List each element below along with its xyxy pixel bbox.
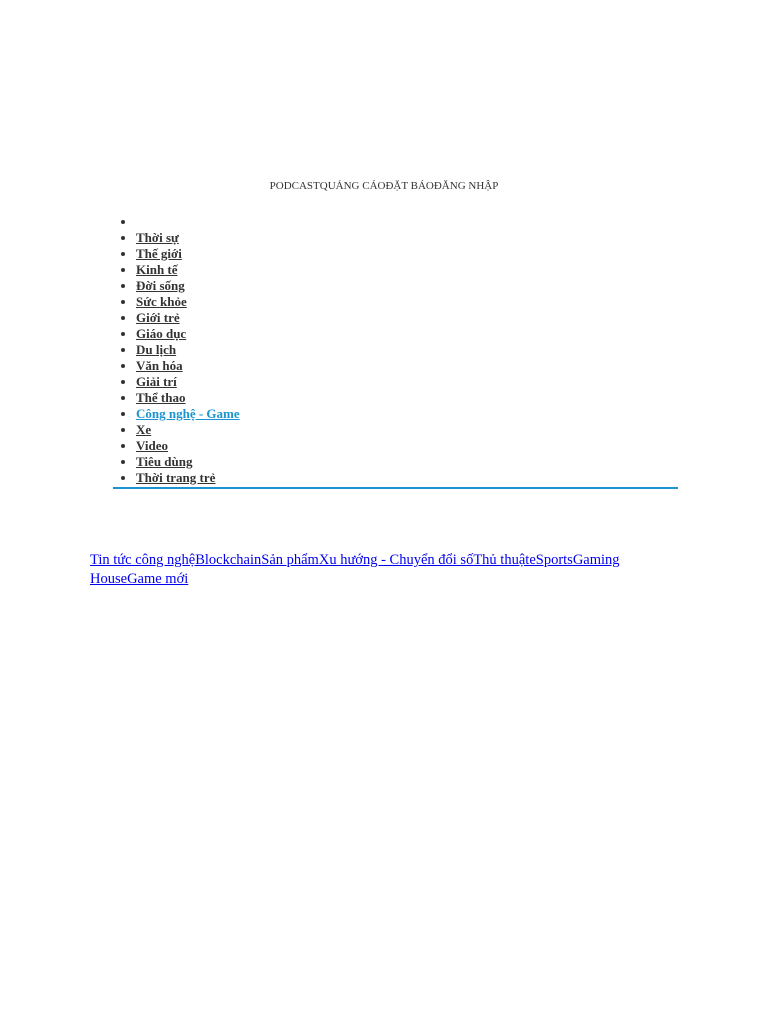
sub-link-blockchain[interactable]: Blockchain	[195, 552, 262, 568]
sub-link-esports[interactable]: eSports	[529, 552, 573, 568]
nav-item-the-gioi[interactable]	[136, 246, 678, 262]
nav-link-van-hoa[interactable]: Văn hóa	[136, 358, 183, 373]
nav-item-suc-khoe[interactable]	[136, 294, 678, 310]
nav-link-video[interactable]: Video	[136, 438, 169, 453]
sub-link-game-moi[interactable]: Game mới	[127, 571, 189, 587]
nav-item-giai-tri[interactable]	[136, 374, 678, 390]
nav-item-the-thao[interactable]	[136, 390, 678, 406]
nav-item-van-hoa[interactable]	[136, 358, 678, 374]
main-nav-menu	[113, 214, 678, 489]
nav-item-video[interactable]	[136, 438, 678, 454]
nav-item-tieu-dung[interactable]	[136, 454, 678, 470]
nav-item-thoi-su[interactable]	[136, 230, 678, 246]
nav-link-tieu-dung[interactable]: Tiêu dùng	[136, 454, 193, 469]
nav-link-xe[interactable]: Xe	[136, 422, 152, 437]
nav-link-cong-nghe-game[interactable]: Công nghệ - Game	[136, 406, 240, 421]
nav-link-doi-song[interactable]: Đời sống	[136, 278, 185, 293]
login-link[interactable]: ĐĂNG NHẬP	[433, 180, 499, 192]
sub-link-xu-huong[interactable]: Xu hướng - Chuyển đổi số	[318, 552, 474, 568]
nav-link-gioi-tre[interactable]: Giới trẻ	[136, 310, 180, 325]
nav-item-xe[interactable]	[136, 422, 678, 438]
sub-link-gaming-house[interactable]: Gaming House	[90, 552, 620, 587]
nav-link-the-thao[interactable]: Thể thao	[136, 390, 186, 405]
nav-item-cong-nghe-game[interactable]	[136, 406, 678, 422]
nav-link-du-lich[interactable]: Du lịch	[136, 342, 177, 357]
nav-link-giai-tri[interactable]: Giải trí	[136, 374, 177, 389]
podcast-link[interactable]: PODCAST	[269, 180, 320, 192]
nav-link-thoi-su[interactable]: Thời sự	[136, 230, 179, 245]
nav-link-suc-khoe[interactable]: Sức khỏe	[136, 294, 187, 309]
advertising-link[interactable]: QUẢNG CÁO	[319, 180, 386, 192]
nav-item-kinh-te[interactable]	[136, 262, 678, 278]
top-utility-links	[0, 180, 768, 192]
nav-item-du-lich[interactable]	[136, 342, 678, 358]
nav-item-gioi-tre[interactable]	[136, 310, 678, 326]
nav-item-doi-song[interactable]	[136, 278, 678, 294]
subcategory-links	[90, 551, 650, 589]
nav-item-thoi-trang-tre[interactable]	[136, 470, 678, 486]
subscribe-link[interactable]: ĐẶT BÁO	[385, 180, 434, 192]
nav-link-thoi-trang-tre[interactable]: Thời trang trẻ	[136, 470, 216, 485]
nav-link-the-gioi[interactable]: Thế giới	[136, 246, 182, 261]
sub-link-thu-thuat[interactable]: Thủ thuật	[473, 552, 530, 568]
nav-link-kinh-te[interactable]: Kinh tế	[136, 262, 178, 277]
sub-link-san-pham[interactable]: Sản phẩm	[261, 552, 319, 568]
nav-list	[113, 214, 678, 486]
nav-item-giao-duc[interactable]	[136, 326, 678, 342]
nav-link-giao-duc[interactable]: Giáo dục	[136, 326, 187, 341]
nav-item-home[interactable]	[136, 214, 678, 230]
sub-link-tin-tuc-cong-nghe[interactable]: Tin tức công nghệ	[90, 552, 196, 568]
